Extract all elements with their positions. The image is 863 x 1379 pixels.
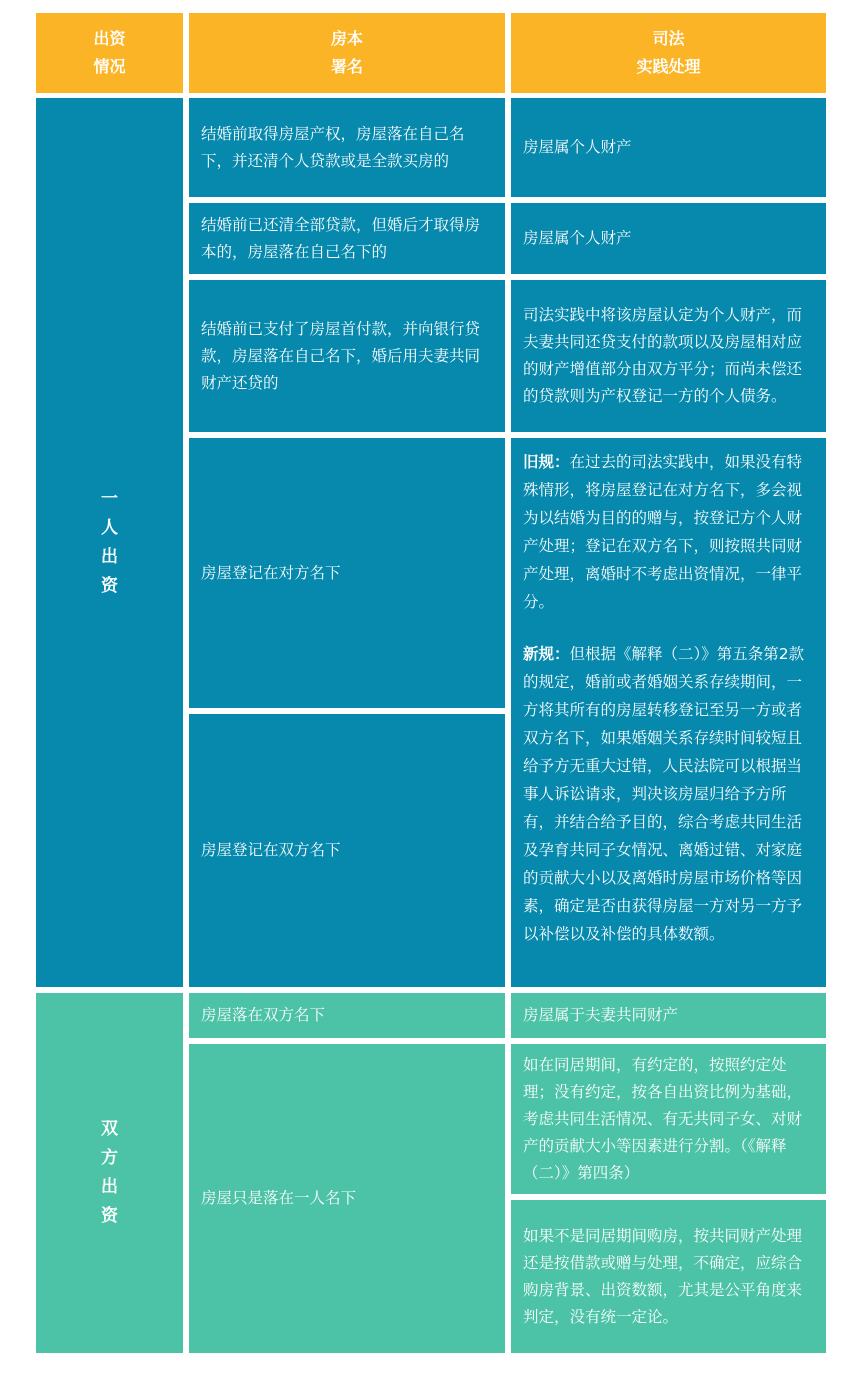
group-label-single-text: 一人出资 [101, 488, 118, 596]
new-rule-label: 新规： [523, 645, 570, 663]
header-judicial-practice-text: 司法 实践处理 [636, 29, 701, 76]
old-rule-text: 在过去的司法实践中，如果没有特殊情形，将房屋登记在对方名下，多会视为以结婚为目的的赠与，按登记方个人财产处理；登记在双方名下，则按照共同财产处理，离婚时不考虑出资情况，一律平分。 [523, 453, 803, 611]
table-row-name: 房屋落在双方名下 [189, 993, 505, 1038]
header-funding [36, 13, 183, 93]
table-row-ruling: 房屋属于夫妻共同财产 [511, 993, 826, 1038]
shared-ruling-old-new [511, 438, 826, 987]
table-row-name: 结婚前已还清全部贷款，但婚后才取得房本的，房屋落在自己名下的 [189, 203, 505, 274]
group-label-joint [36, 993, 183, 1353]
table-row-ruling: 房屋属个人财产 [511, 98, 826, 197]
table-row-name: 结婚前取得房屋产权，房屋落在自己名下，并还清个人贷款或是全款买房的 [189, 98, 505, 197]
header-deed-name [189, 13, 505, 93]
old-rule-paragraph [523, 448, 814, 616]
table-row-name: 房屋登记在对方名下 [189, 438, 505, 708]
group-label-single [36, 98, 183, 987]
header-deed-name-text: 房本 署名 [330, 29, 363, 76]
table-row-name: 房屋只是落在一人名下 [189, 1044, 505, 1353]
new-rule-text: 但根据《解释（二）》第五条第2款的规定，婚前或者婚姻关系存续期间，一方将其所有的房屋转移登记至另一方或者双方名下，如果婚姻关系存续时间较短且给予方无重大过错，人民法院可以根据当事人诉讼请求，判决该房屋归给予方所有，并结合给予目的，综合考虑共同生活及孕育共同子女情况、离婚过错、对家庭的贡献大小以及离婚时房屋市场价格等因素，确定是否由获得房屋一方对另一方予以补偿以及补偿的具体数额。 [523, 645, 805, 943]
table-row-name: 结婚前已支付了房屋首付款，并向银行贷款，房屋落在自己名下，婚后用夫妻共同财产还贷的 [189, 280, 505, 432]
table-row-ruling: 司法实践中将该房屋认定为个人财产，而夫妻共同还贷支付的款项以及房屋相对应的财产增值部分由双方平分；而尚未偿还的贷款则为产权登记一方的个人债务。 [511, 280, 826, 432]
table-row-name: 房屋登记在双方名下 [189, 714, 505, 987]
table-row-ruling: 如在同居期间，有约定的，按照约定处理；没有约定，按各自出资比例为基础，考虑共同生活情况、有无共同子女、对财产的贡献大小等因素进行分割。（《解释（二）》第四条） [511, 1044, 826, 1194]
header-funding-text: 出资 情况 [93, 29, 126, 76]
old-rule-label: 旧规： [523, 453, 570, 471]
header-judicial-practice [511, 13, 826, 93]
group-label-joint-text: 双方出资 [101, 1119, 118, 1226]
table-row-ruling: 房屋属个人财产 [511, 203, 826, 274]
table-row-ruling: 如果不是同居期间购房，按共同财产处理还是按借款或赠与处理，不确定，应综合购房背景、出资数额，尤其是公平角度来判定，没有统一定论。 [511, 1200, 826, 1353]
new-rule-paragraph [523, 640, 814, 948]
